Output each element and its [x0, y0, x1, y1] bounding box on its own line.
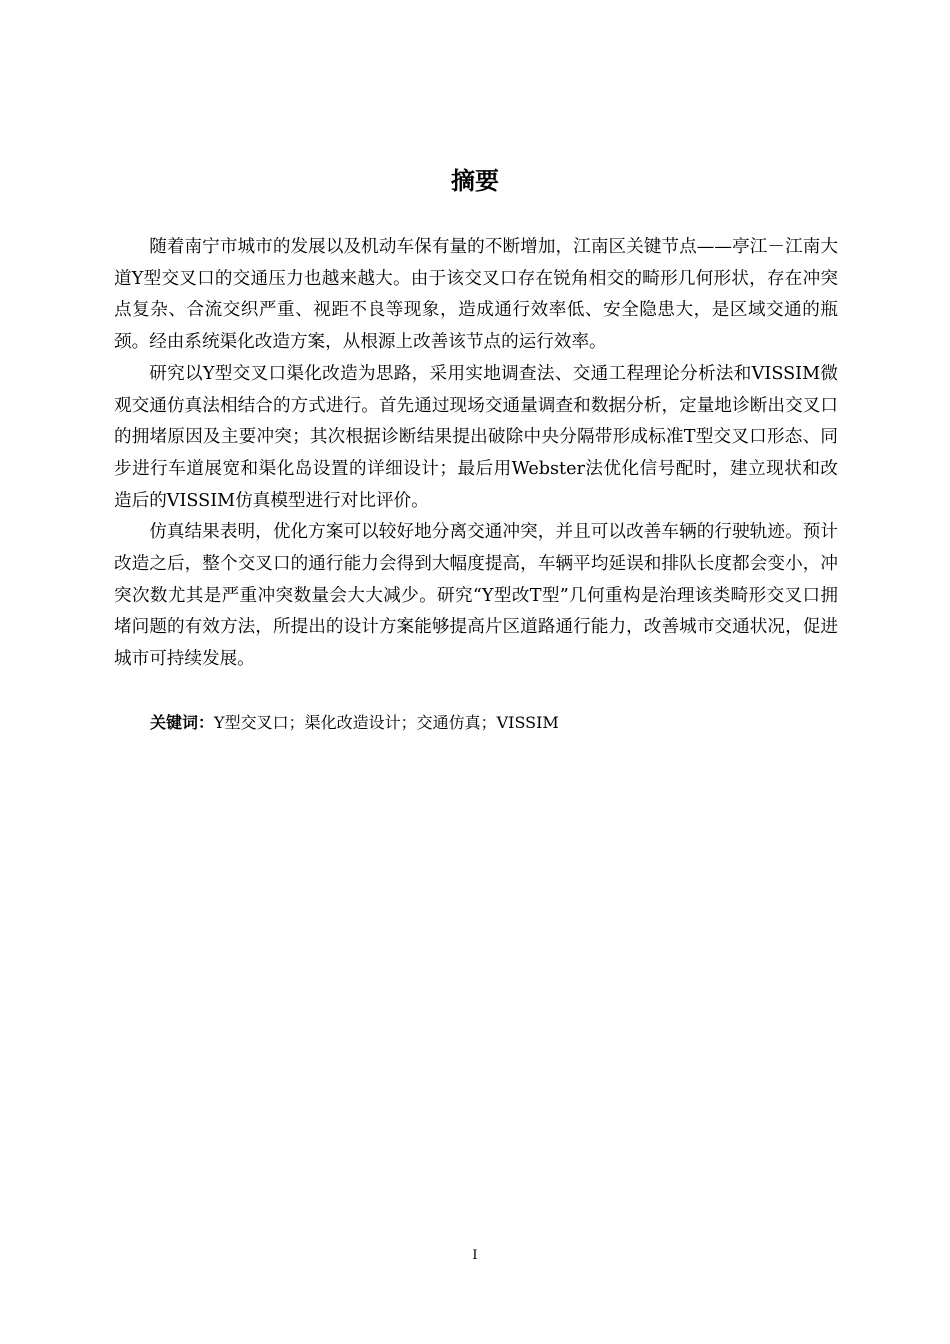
keywords-line [150, 708, 840, 738]
abstract-paragraph-1: 随着南宁市城市的发展以及机动车保有量的不断增加，江南区关键节点——亭江－江南大道Y型交叉口的交通压力也越来越大。由于该交叉口存在锐角相交的畸形几何形状，存在冲突点复杂、合流交织严重、视距不良等现象，造成通行效率低、安全隐患大，是区域交通的瓶颈。经由系统渠化改造方案，从根源上改善该节点的运行效率。 [114, 237, 838, 353]
abstract-paragraph-2: 研究以Y型交叉口渠化改造为思路，采用实地调查法、交通工程理论分析法和VISSIM微观交通仿真法相结合的方式进行。首先通过现场交通量调查和数据分析，定量地诊断出交叉口的拥堵原因及主要冲突；其次根据诊断结果提出破除中央分隔带形成标准T型交叉口形态、同步进行车道展宽和渠化岛设置的详细设计；最后用Webster法优化信号配时，建立现状和改造后的VISSIM仿真模型进行对比评价。 [114, 363, 838, 511]
abstract-title: 摘要 [451, 167, 499, 195]
keywords-label: 关键词： [150, 713, 215, 732]
abstract-body [114, 232, 838, 676]
abstract-paragraph-3: 仿真结果表明，优化方案可以较好地分离交通冲突，并且可以改善车辆的行驶轨迹。预计改造之后，整个交叉口的通行能力会得到大幅度提高，车辆平均延误和排队长度都会变小，冲突次数尤其是严重冲突数量会大大减少。研究“Y型改T型”几何重构是治理该类畸形交叉口拥堵问题的有效方法，所提出的设计方案能够提高片区道路通行能力，改善城市交通状况，促进城市可持续发展。 [114, 522, 838, 670]
keywords-text: Y型交叉口；渠化改造设计；交通仿真；VISSIM [214, 713, 559, 732]
page-number: I [472, 1248, 478, 1263]
